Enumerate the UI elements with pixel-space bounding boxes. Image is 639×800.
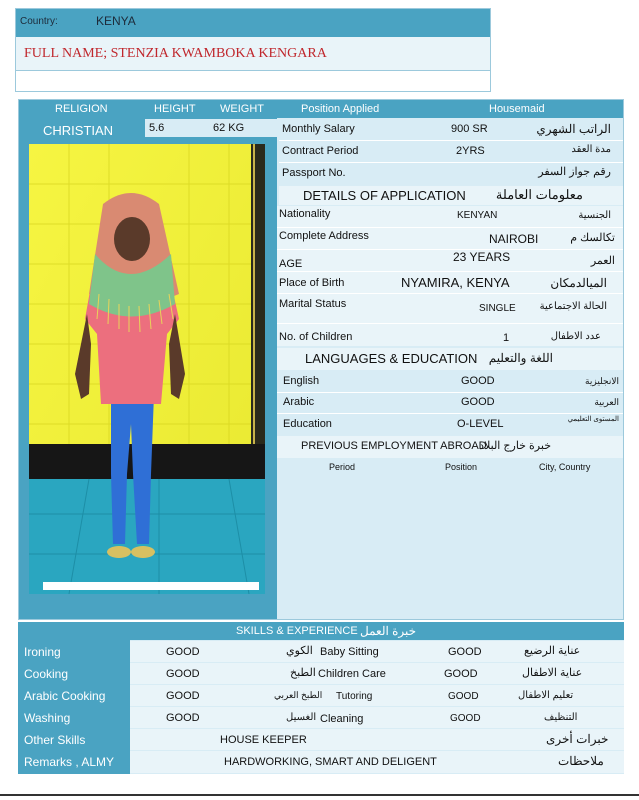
washing-ar: الغسيل xyxy=(286,712,317,723)
bottom-divider xyxy=(0,794,639,796)
other-skills-value: HOUSE KEEPER xyxy=(220,734,307,746)
position-applied-value: Housemaid xyxy=(489,103,545,115)
skills-label-column xyxy=(18,640,130,774)
baby-sitting-label: Baby Sitting xyxy=(320,646,379,658)
employment-header xyxy=(277,436,623,458)
english-label: English xyxy=(283,375,320,387)
education-value: O-LEVEL xyxy=(457,418,504,430)
position-applied-label: Position Applied xyxy=(301,103,380,115)
country-row xyxy=(16,9,490,37)
remarks-ar: ملاحظات xyxy=(558,754,604,768)
education-ar: المستوى التعليمي xyxy=(567,416,619,423)
photo-caption-bar xyxy=(43,582,259,590)
weight-value: 62 KG xyxy=(213,122,245,134)
children-care-ar: عناية الاطفال xyxy=(522,667,583,679)
arabic-cooking-label: Arabic Cooking xyxy=(24,689,106,703)
marital-row xyxy=(277,294,623,324)
photo-illustration xyxy=(29,144,265,594)
main-card xyxy=(18,99,624,620)
passport-label: Passport No. xyxy=(282,167,346,179)
address-value: NAIROBI xyxy=(489,232,539,246)
birth-value: NYAMIRA, KENYA xyxy=(401,275,510,290)
ironing-ar: الكوي xyxy=(286,645,313,657)
age-ar: العمر xyxy=(590,255,615,267)
cooking-ar: الطبخ xyxy=(290,667,316,679)
arabic-ar: العربية xyxy=(594,397,619,407)
marital-label: Marital Status xyxy=(279,298,347,310)
cleaning-ar: التنظيف xyxy=(544,712,578,723)
languages-title-ar: اللغة والتعليم xyxy=(488,351,553,365)
children-row xyxy=(277,324,623,346)
children-value: 1 xyxy=(503,332,510,344)
skills-card xyxy=(18,622,624,774)
age-row xyxy=(277,250,623,272)
nationality-ar: الجنسية xyxy=(578,210,611,221)
arabic-cooking-value: GOOD xyxy=(166,690,200,702)
employment-title-ar: خبرة خارج البلاد xyxy=(479,440,551,452)
skills-header xyxy=(18,622,624,640)
arabic-label: Arabic xyxy=(283,396,315,408)
nationality-value: KENYAN xyxy=(457,210,498,221)
remarks-value: HARDWORKING, SMART AND DELIGENT xyxy=(224,756,437,768)
education-label: Education xyxy=(283,418,332,430)
ironing-label: Ironing xyxy=(24,645,61,659)
period-value: 2YRS xyxy=(456,145,485,157)
religion-label: RELIGION xyxy=(55,103,108,115)
employment-title: PREVIOUS EMPLOYMENT ABROAD xyxy=(301,440,487,452)
period-ar: مدة العقد xyxy=(571,144,611,155)
employment-columns xyxy=(277,458,623,478)
other-skills-label: Other Skills xyxy=(24,733,86,747)
birth-row xyxy=(277,272,623,294)
baby-sitting-ar: عناية الرضيع xyxy=(524,645,581,657)
height-label: HEIGHT xyxy=(154,103,196,115)
religion-value: CHRISTIAN xyxy=(43,123,114,138)
age-value: 23 YEARS xyxy=(453,250,511,264)
full-name-row xyxy=(16,37,490,71)
age-label: AGE xyxy=(279,258,303,270)
english-value: GOOD xyxy=(461,375,495,387)
salary-row xyxy=(279,119,623,141)
address-row xyxy=(277,228,623,250)
marital-ar: الحالة الاجتماعية xyxy=(539,301,607,312)
tutoring-ar: تعليم الاطفال xyxy=(518,690,574,701)
applicant-photo xyxy=(29,144,265,594)
address-label: Complete Address xyxy=(279,230,369,242)
full-name: FULL NAME; STENZIA KWAMBOKA KENGARA xyxy=(24,46,327,61)
arabic-cooking-ar: الطبخ العربي xyxy=(274,690,323,700)
nationality-row xyxy=(277,206,623,228)
salary-label: Monthly Salary xyxy=(282,123,355,135)
english-ar: الانجليزية xyxy=(585,376,619,386)
cooking-value: GOOD xyxy=(166,668,200,680)
children-label: No. of Children xyxy=(279,331,353,343)
nationality-label: Nationality xyxy=(279,208,331,220)
tutoring-label: Tutoring xyxy=(336,691,373,702)
country-box xyxy=(15,8,491,92)
cooking-label: Cooking xyxy=(24,667,69,681)
salary-ar: الراتب الشهري xyxy=(536,122,611,136)
children-care-value: GOOD xyxy=(444,668,478,680)
birth-ar: الميالدمكان xyxy=(550,276,607,290)
english-row xyxy=(277,372,623,393)
washing-value: GOOD xyxy=(166,712,200,724)
details-title: DETAILS OF APPLICATION xyxy=(303,188,466,203)
children-ar: عدد الاطفال xyxy=(550,331,601,342)
details-title-ar: معلومات العاملة xyxy=(495,187,583,202)
baby-sitting-value: GOOD xyxy=(448,646,482,658)
tutoring-value: GOOD xyxy=(448,691,479,702)
children-care-label: Children Care xyxy=(318,668,386,680)
height-value: 5.6 xyxy=(149,122,165,134)
arabic-value: GOOD xyxy=(461,396,495,408)
weight-label: WEIGHT xyxy=(220,103,264,115)
period-label: Contract Period xyxy=(282,145,359,157)
skills-title-ar: خبرة العمل xyxy=(360,624,417,638)
passport-ar: رقم جواز السفر xyxy=(538,166,611,178)
details-header xyxy=(279,186,623,205)
other-skills-ar: خبرات أخرى xyxy=(546,732,609,746)
education-row xyxy=(277,414,623,435)
country-value: KENYA xyxy=(96,14,136,28)
marital-value: SINGLE xyxy=(479,303,516,314)
remarks-label: Remarks , ALMY xyxy=(24,755,115,769)
skills-title: SKILLS & EXPERIENCE xyxy=(236,625,358,637)
arabic-row xyxy=(277,393,623,414)
address-ar: تكالسك م xyxy=(570,232,615,244)
employment-col-position: Position xyxy=(445,462,478,472)
birth-label: Place of Birth xyxy=(279,277,345,289)
cleaning-label: Cleaning xyxy=(320,713,364,725)
height-weight-cell xyxy=(145,119,277,137)
cleaning-value: GOOD xyxy=(450,713,481,724)
country-label: Country: xyxy=(20,16,58,27)
salary-value: 900 SR xyxy=(451,123,488,135)
languages-title: LANGUAGES & EDUCATION xyxy=(305,351,478,366)
employment-col-period: Period xyxy=(329,462,356,472)
washing-label: Washing xyxy=(24,711,71,725)
employment-col-city: City, Country xyxy=(539,462,591,472)
passport-row xyxy=(279,163,623,185)
languages-header xyxy=(277,348,623,370)
ironing-value: GOOD xyxy=(166,646,200,658)
period-row xyxy=(279,141,623,163)
